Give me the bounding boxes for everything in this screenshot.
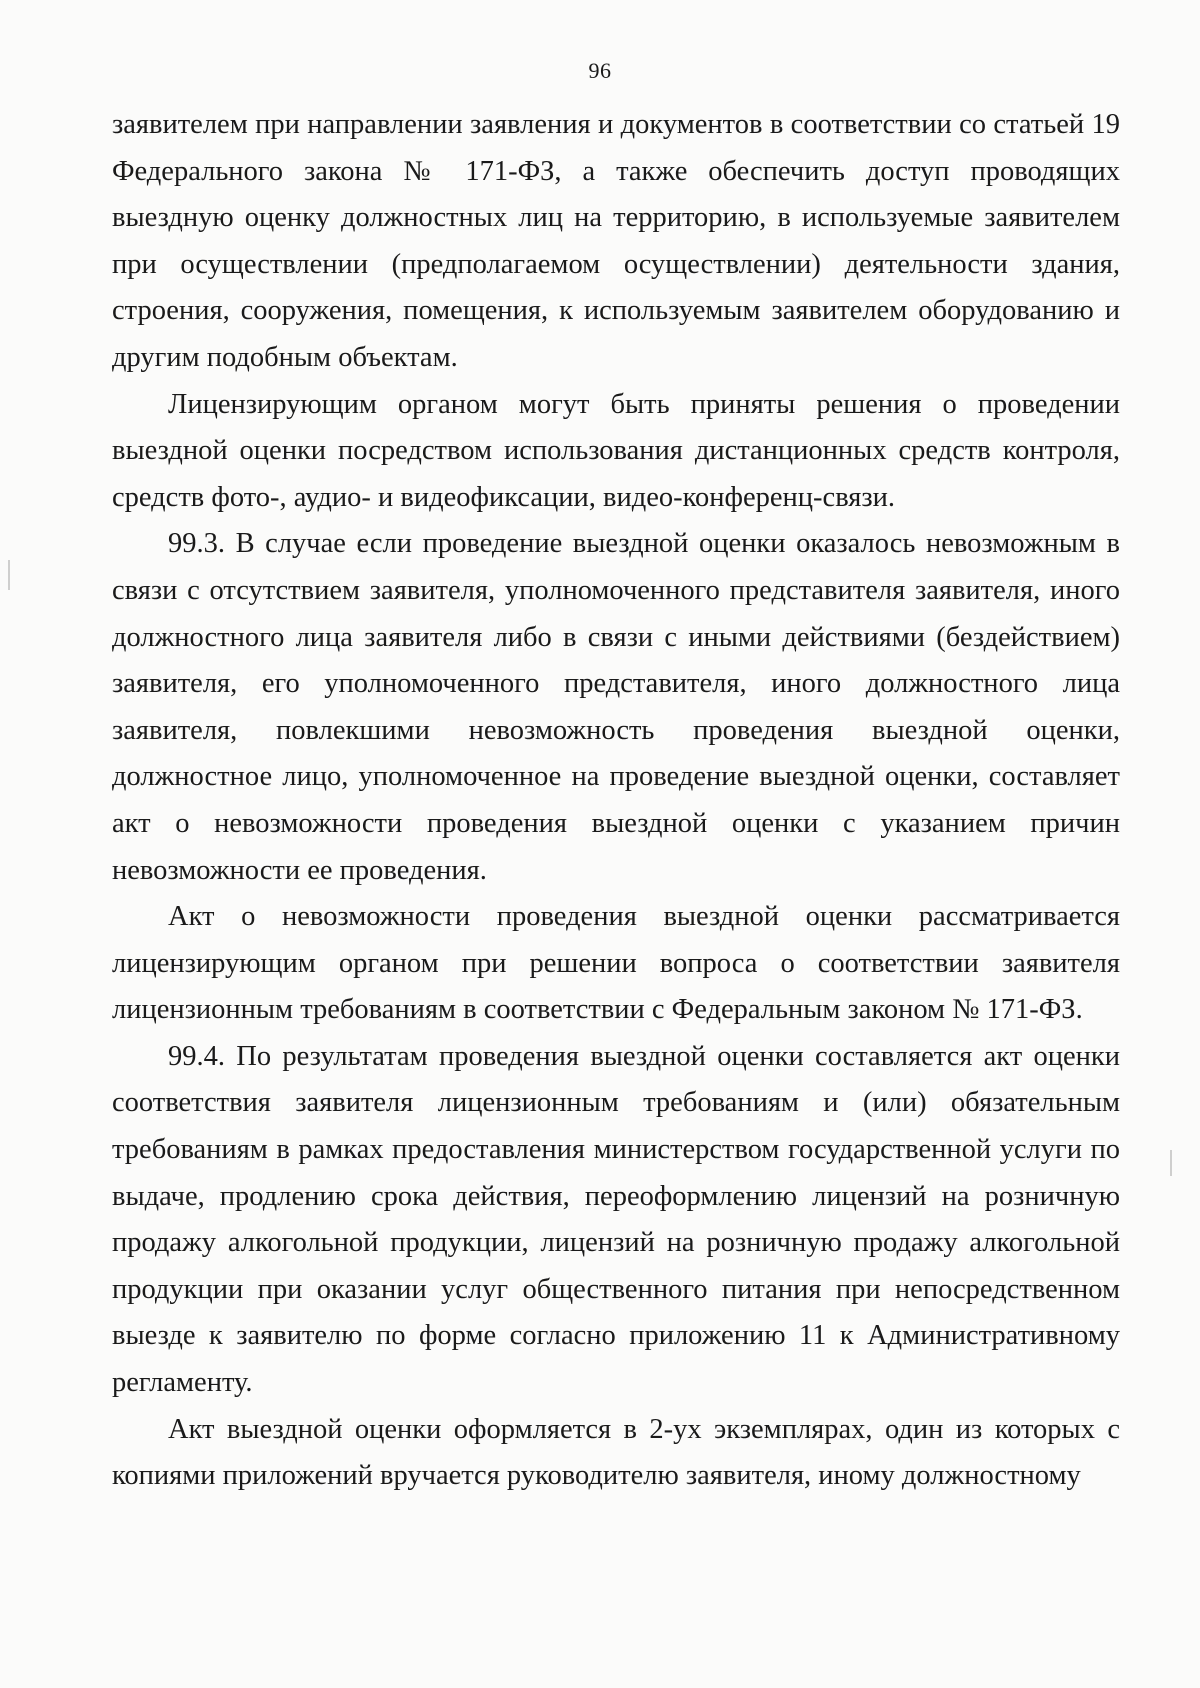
document-body xyxy=(112,102,1120,1500)
paragraph-remote-assessment: Лицензирующим органом могут быть приняты решения о проведении выездной оценки посредством использования дистанционных средств контроля, средств фото-, аудио- и видеофиксации, видео-конференц-связи. xyxy=(112,388,1120,513)
paragraph-continuation: заявителем при направлении заявления и документов в соответствии со статьей 19 Федерального закона № 171-ФЗ, а также обеспечить доступ проводящих выездную оценку должностных лиц на территорию, в используемые заявителем при осуществлении (предполагаемом осуществлении) деятельности здания, строения, сооружения, помещения, к используемым заявителем оборудованию и другим подобным объектам. xyxy=(112,109,1120,373)
paragraph-99-4: 99.4. По результатам проведения выездной оценки составляется акт оценки соответствия заявителя лицензионным требованиям и (или) обязательным требованиям в рамках предоставления министерством государственной услуги по выдаче, продлению срока действия, переоформлению лицензий на розничную продажу алкогольной продукции, лицензий на розничную продажу алкогольной продукции при оказании услуг общественного питания при непосредственном выезде к заявителю по форме согласно приложению 11 к Административному регламенту. xyxy=(112,1040,1120,1399)
paragraph-act-copies: Акт выездной оценки оформляется в 2-ух экземплярах, один из которых с копиями приложений вручается руководителю заявителя, иному должностному xyxy=(112,1413,1120,1492)
paragraph-99-3: 99.3. В случае если проведение выездной оценки оказалось невозможным в связи с отсутствием заявителя, уполномоченного представителя заявителя, иного должностного лица заявителя либо в связи с иными действиями (бездействием) заявителя, его уполномоченного представителя, иного должностного лица заявителя, повлекшими невозможность проведения выездной оценки, должностное лицо, уполномоченное на проведение выездной оценки, составляет акт о невозможности проведения выездной оценки с указанием причин невозможности ее проведения. xyxy=(112,528,1120,886)
scan-mark-right xyxy=(1170,1150,1172,1176)
page-number: 96 xyxy=(588,58,612,83)
paragraph-impossibility-act: Акт о невозможности проведения выездной оценки рассматривается лицензирующим органом при решении вопроса о соответствии заявителя лицензионным требованиям в соответствии с Федеральным законом № 171-ФЗ. xyxy=(112,901,1120,1026)
scan-mark-left xyxy=(8,560,10,590)
